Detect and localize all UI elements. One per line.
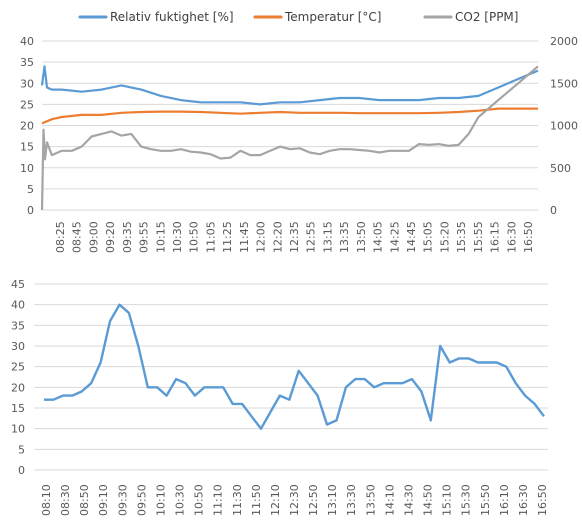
y-tick-left: 40	[20, 35, 34, 48]
x-tick-label: 08:50	[78, 484, 92, 516]
x-tick-label: 09:20	[104, 221, 118, 253]
x-tick-label: 09:50	[135, 484, 149, 516]
x-tick-label: 12:50	[307, 484, 321, 516]
x-tick-label: 10:10	[154, 484, 168, 516]
y-tick: 20	[11, 381, 25, 395]
x-tick-label: 09:30	[116, 484, 130, 516]
y-tick-right: 1500	[550, 77, 578, 91]
x-tick-label: 09:00	[87, 221, 101, 253]
y-tick-right: 500	[550, 161, 571, 175]
x-tick-label: 12:10	[268, 484, 282, 516]
x-tick-label: 13:30	[345, 484, 359, 516]
bottom-chart-svg	[0, 260, 582, 520]
y-tick: 15	[11, 402, 25, 415]
x-tick-label: 14:50	[421, 484, 435, 516]
y-tick-right: 2000	[550, 35, 578, 48]
x-tick-label: 09:55	[137, 221, 151, 253]
x-tick-label: 08:25	[54, 221, 67, 253]
legend-label: Relativ fuktighet [%]	[110, 10, 234, 24]
y-tick: 25	[11, 360, 25, 374]
y-tick: 30	[11, 340, 25, 353]
x-tick-label: 16:50	[536, 484, 549, 516]
y-tick-left: 0	[27, 204, 34, 217]
legend-label: CO2 [PPM]	[455, 10, 519, 24]
x-tick-label: 10:30	[173, 484, 187, 516]
y-tick: 35	[11, 319, 25, 333]
y-tick-left: 15	[20, 140, 34, 154]
x-tick-label: 10:50	[192, 484, 206, 516]
y-tick-right: 0	[550, 204, 557, 217]
series-line	[42, 109, 538, 124]
x-tick-label: 16:10	[497, 484, 511, 516]
x-tick-label: 08:30	[59, 484, 73, 516]
legend-label: Temperatur [°C]	[285, 10, 382, 24]
x-tick-label: 08:10	[40, 484, 53, 516]
x-tick-label: 15:30	[459, 484, 473, 516]
y-tick-left: 5	[27, 182, 34, 196]
x-tick-label: 14:30	[402, 484, 416, 516]
y-tick-left: 20	[20, 119, 34, 133]
x-tick-label: 11:30	[230, 484, 244, 516]
x-tick-label: 13:10	[326, 484, 340, 516]
x-tick-label: 15:20	[438, 221, 452, 253]
y-tick: 10	[11, 422, 25, 436]
x-tick-label: 15:55	[471, 221, 485, 253]
y-tick-left: 35	[20, 56, 34, 70]
x-tick-label: 15:35	[455, 221, 469, 253]
y-tick: 40	[11, 298, 25, 312]
y-tick-left: 30	[20, 77, 34, 91]
x-tick-label: 11:05	[204, 221, 218, 253]
x-tick-label: 12:20	[271, 221, 285, 253]
x-tick-label: 16:15	[488, 221, 502, 253]
x-tick-label: 12:35	[288, 221, 301, 253]
x-tick-label: 14:10	[383, 484, 397, 516]
x-tick-label: 08:45	[70, 221, 84, 253]
x-tick-label: 10:50	[187, 221, 201, 253]
x-tick-label: 11:25	[221, 221, 235, 253]
x-tick-label: 10:15	[154, 221, 168, 253]
x-tick-label: 13:50	[364, 484, 378, 516]
x-tick-label: 16:30	[516, 484, 530, 516]
x-tick-label: 15:10	[440, 484, 454, 516]
x-tick-label: 14:05	[371, 221, 385, 253]
x-tick-label: 16:50	[522, 221, 535, 253]
x-tick-label: 13:35	[338, 221, 352, 253]
x-tick-label: 14:25	[388, 221, 402, 253]
x-tick-label: 11:45	[237, 221, 251, 253]
x-tick-label: 12:00	[254, 221, 268, 253]
x-tick-label: 11:50	[249, 484, 263, 516]
x-tick-label: 15:05	[421, 221, 435, 253]
x-tick-label: 10:30	[171, 221, 184, 253]
x-tick-label: 12:55	[304, 221, 318, 253]
x-tick-label: 09:10	[97, 484, 111, 516]
series-line	[42, 66, 538, 104]
x-tick-label: 09:35	[120, 221, 134, 253]
x-tick-label: 13:15	[321, 221, 335, 253]
y-tick: 0	[18, 464, 25, 477]
y-tick: 5	[18, 443, 25, 457]
x-tick-label: 13:50	[354, 221, 368, 253]
y-tick: 45	[11, 278, 25, 291]
x-tick-label: 14:45	[405, 221, 418, 253]
x-tick-label: 15:50	[478, 484, 492, 516]
y-tick-left: 10	[20, 161, 34, 175]
y-tick-right: 1000	[550, 119, 578, 133]
x-tick-label: 16:30	[505, 221, 519, 253]
x-tick-label: 11:10	[211, 484, 225, 516]
y-tick-left: 25	[20, 98, 34, 112]
x-tick-label: 12:30	[288, 484, 301, 516]
